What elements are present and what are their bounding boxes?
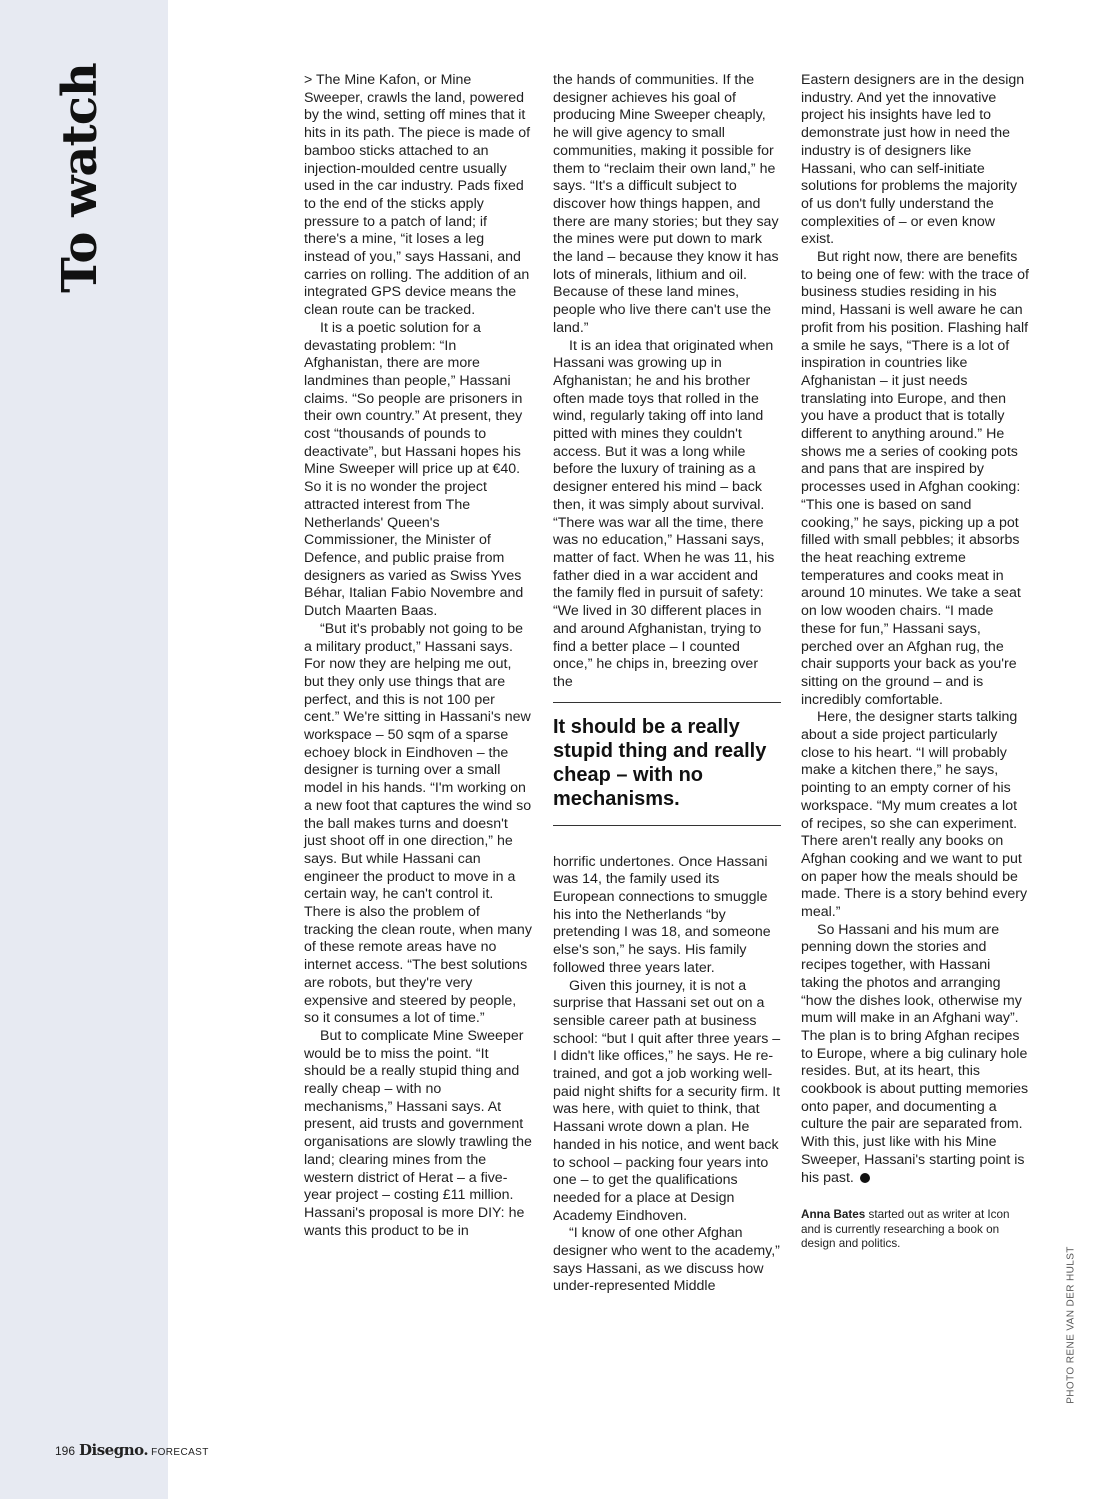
pull-quote: It should be a really stupid thing and really cheap – with no mechanisms. [553,702,781,826]
article-column-2 [553,72,781,1296]
paragraph: But to complicate Mine Sweeper would be to miss the point. “It should be a really stupid thing and really cheap – with no mechanisms,” Hassani says. At present, aid trusts and government organisations are slowly trawling the land; clearing mines from the western district of Herat – a five-year project – costing £11 million. Hassani's proposal is more DIY: he wants this product to be in [304,1027,532,1239]
paragraph: “I know of one other Afghan designer who went to the academy,” says Hassani, as we discuss how under-represented Middle [553,1225,780,1295]
paragraph: It is a poetic solution for a devastating problem: “In Afghanistan, there are more landmines than people,” Hassani claims. “So people are prisoners in their own country.” At present, they cost “thousands of pounds to deactivate”, but Hassani hopes his Mine Sweeper will price up at €40. So it is no wonder the project attracted interest from The Netherlands' Queen's Commissioner, the Minister of Defence, and public praise from designers as varied as Swiss Yves Béhar, Italian Fabio Novembre and Dutch Maarten Baas. [304,319,524,620]
article-column-1 [304,72,532,1240]
paragraph: Given this journey, it is not a surprise that Hassani set out on a sensible career path at business school: “but I quit after three years – I didn't like offices,” he says. He re-trained, and got a job working well-paid night shifts for a security firm. It was here, with quiet to think, that Hassani wrote down a plan. He handed in his notice, and went back to school – packing four years into one – to get the qualifications needed for a place at Design Academy Eindhoven. [553,977,781,1224]
paragraph-final: So Hassani and his mum are penning down the stories and recipes together, with Hassani taking the photos and arranging “how the dishes look, otherwise my mum will make in an Afghani way”. The plan is to bring Afghan recipes to Europe, where a big culinary hole resides. But, at its heart, this cookbook is about putting memories onto paper, and documenting a culture the pair are separated from. With this, just like with his Mine Sweeper, Hassani's starting point is his past. [801,921,1029,1186]
magazine-logo: Disegno. [79,1441,149,1459]
article-column-3 [801,72,1029,1252]
author-name: Anna Bates [801,1208,866,1222]
paragraph: Here, the designer starts talking about a side project particularly close to his heart. “I will probably make a kitchen there,” he says, pointing to an empty corner of his workspace. “My mum creates a lot of recipes, so she can experiment. There aren't really any books on Afghan cooking and we want to put on paper how the meals should be made. There is a story behind every meal.” [801,709,1028,921]
paragraph: “But it's probably not going to be a military product,” Hassani says. For now they are helping me out, but they only use things that are perfect, and this is not 100 per cent.” We're sitting in Hassani's new workspace – 50 sqm of a sparse echoey block in Eindhoven – the designer is turning over a small model in his hands. “I'm working on a new foot that captures the wind so the ball makes turns and doesn't just shoot off in one direction,” he says. But while Hassani can engineer the product to move in a certain way, he can't control it. There is also the problem of tracking the clean route, when many of these remote areas have no internet access. “The best solutions are robots, but they're very expensive and steered by people, so it consumes a lot of time.” [304,620,532,1027]
paragraph: But right now, there are benefits to being one of few: with the trace of business studies residing in his mind, Hassani is well aware he can profit from his position. Flashing half a smile he says, “There is a lot of inspiration in countries like Afghanistan – it just needs translating into Europe, and then you have a product that is totally different to anything around.” He shows me a series of cooking pots and pans that are inspired by processes used in Afghan cooking: “This one is based on sand cooking,” he says, picking up a pot filled with small pebbles; it absorbs the heat reaching extreme temperatures and cooks meat in around 10 minutes. We take a seat on low wooden chairs. “I made these for fun,” Hassani says, perched over an Afghan rug, the chair supports your back as you're sitting on the ground – and is incredibly comfortable. [801,249,1029,708]
page-footer [55,1441,209,1459]
paragraph: It is an idea that originated when Hassani was growing up in Afghanistan; he and his brother often made toys that rolled in the wind, regularly taking off into land pitted with mines they couldn't access. But it was a long while before the luxury of training as a designer entered his mind – back then, it was simply about survival. “There was war all the time, there was no education,” Hassani says, matter of fact. When he was 11, his father died in a war accident and the family fled in pursuit of safety: “We lived in 30 different places in and around Afghanistan, trying to find a better place – I counted once,” he chips in, breezing over the [553,337,775,690]
paragraph: the hands of communities. If the designer achieves his goal of producing Mine Sweeper cheaply, he will give agency to small communities, making it possible for them to “reclaim their own land,” he says. “It's a difficult subject to discover how things happen, and there are many stories; but they say the mines were put down to mark the land – because they know it has lots of minerals, lithium and oil. Because of these land mines, people who live there can't use the land.” [553,72,779,336]
paragraph: > The Mine Kafon, or Mine Sweeper, crawls the land, powered by the wind, setting off mines that it hits in its path. The piece is made of bamboo sticks attached to an injection-moulded centre usually used in the car industry. Pads fixed to the end of the sticks apply pressure to a patch of land; if there's a mine, “it loses a leg instead of you,” says Hassani, and carries on rolling. The addition of an integrated GPS device means the clean route can be tracked. [304,72,531,319]
paragraph: horrific undertones. Once Hassani was 14, the family used its European connections to smuggle his into the Netherlands “by pretending I was 18, and someone else's son,” he says. His family followed three years later. [553,853,771,976]
section-title: To watch [52,63,108,293]
paragraph: Eastern designers are in the design industry. And yet the innovative project his insights have led to demonstrate just how in need the industry is of designers like Hassani, who can self-initiate solutions for problems the majority of us don't fully understand the complexities of – or even know exist. [801,72,1025,248]
author-bio [801,1208,1029,1252]
photo-credit: PHOTO RENE VAN DER HULST [1065,1246,1077,1404]
page-number: 196 [55,1444,76,1458]
end-mark-icon [860,1173,870,1183]
author-bio-text: started out as writer at Icon and is currently researching a book on design and politics. [801,1208,1010,1251]
issue-name: FORECAST [151,1447,209,1458]
